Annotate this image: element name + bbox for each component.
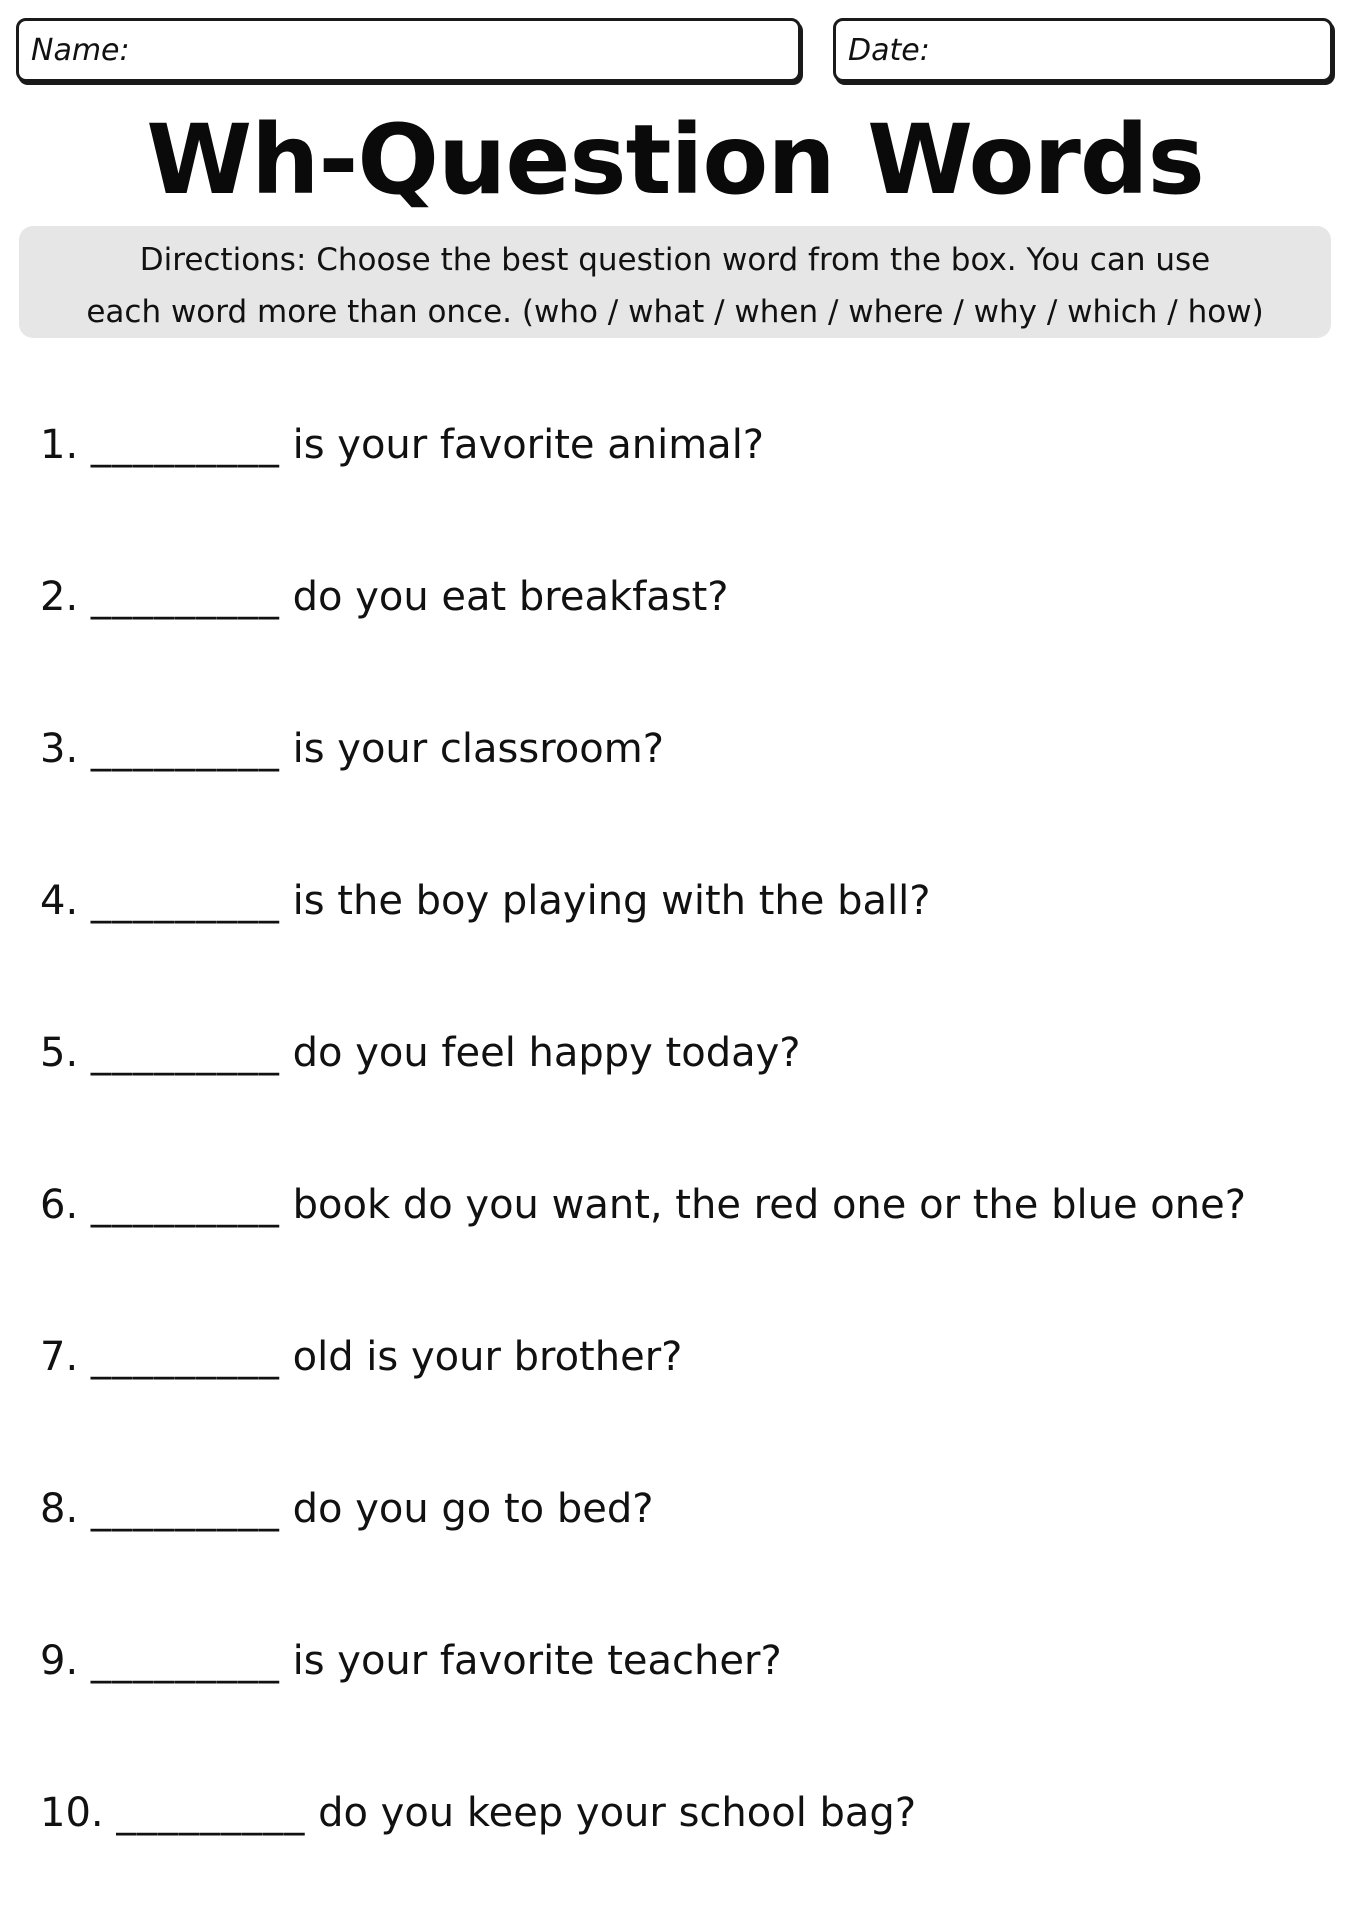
question-item — [40, 557, 1330, 709]
question-number: 9. — [40, 1638, 79, 1684]
question-text: is your classroom? — [292, 726, 664, 772]
question-text: do you go to bed? — [292, 1486, 654, 1532]
date-label: Date: — [848, 33, 930, 68]
answer-blank[interactable]: _________ — [90, 422, 280, 468]
question-text: book do you want, the red one or the blue one? — [292, 1182, 1246, 1228]
question-number: 2. — [40, 574, 79, 620]
question-number: 4. — [40, 878, 79, 924]
name-field[interactable] — [16, 18, 801, 82]
question-number: 6. — [40, 1182, 79, 1228]
question-item — [40, 1621, 1330, 1773]
question-item — [40, 1013, 1330, 1165]
answer-blank[interactable]: _________ — [90, 878, 280, 924]
question-list — [40, 405, 1330, 1925]
question-text: do you feel happy today? — [292, 1030, 801, 1076]
answer-blank[interactable]: _________ — [90, 1638, 280, 1684]
question-item — [40, 709, 1330, 861]
question-item — [40, 1469, 1330, 1621]
question-item — [40, 1773, 1330, 1925]
answer-blank[interactable]: _________ — [90, 1334, 280, 1380]
answer-blank[interactable]: _________ — [90, 1030, 280, 1076]
question-item — [40, 861, 1330, 1013]
question-number: 7. — [40, 1334, 79, 1380]
question-item — [40, 405, 1330, 557]
question-number: 5. — [40, 1030, 79, 1076]
question-text: is your favorite teacher? — [292, 1638, 782, 1684]
answer-blank[interactable]: _________ — [116, 1790, 306, 1836]
directions-box — [19, 226, 1331, 338]
question-item — [40, 1165, 1330, 1317]
question-text: is your favorite animal? — [292, 422, 765, 468]
worksheet-title: Wh-Question Words — [146, 104, 1204, 216]
question-text: is the boy playing with the ball? — [292, 878, 931, 924]
answer-blank[interactable]: _________ — [90, 726, 280, 772]
question-number: 3. — [40, 726, 79, 772]
answer-blank[interactable]: _________ — [90, 1486, 280, 1532]
name-label: Name: — [31, 33, 130, 68]
question-item — [40, 1317, 1330, 1469]
question-text: old is your brother? — [292, 1334, 683, 1380]
answer-blank[interactable]: _________ — [90, 574, 280, 620]
question-number: 8. — [40, 1486, 79, 1532]
question-number: 10. — [40, 1790, 104, 1836]
answer-blank[interactable]: _________ — [90, 1182, 280, 1228]
question-text: do you keep your school bag? — [318, 1790, 917, 1836]
date-field[interactable] — [833, 18, 1333, 82]
directions-line-2: each word more than once. (who / what / when / where / why / which / how) — [86, 294, 1264, 330]
question-number: 1. — [40, 422, 79, 468]
question-text: do you eat breakfast? — [292, 574, 729, 620]
directions-line-1: Directions: Choose the best question word from the box. You can use — [139, 242, 1211, 278]
